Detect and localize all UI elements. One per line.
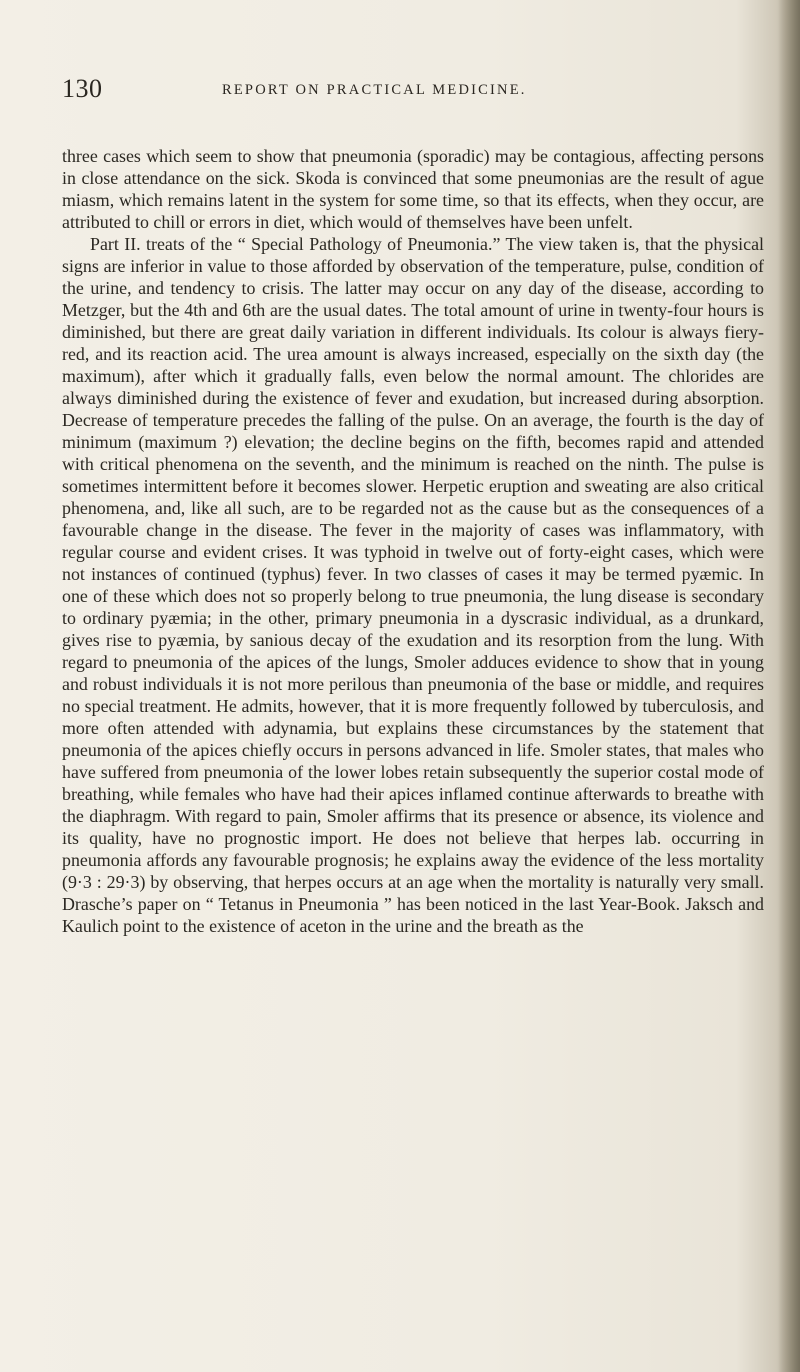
running-head: REPORT ON PRACTICAL MEDICINE.	[222, 82, 527, 98]
paragraph-2: Part II. treats of the “ Special Pathology of Pneumonia.” The view taken is, that the physical signs are inferior in value to those afforded by observation of the temperature, pulse, condition of the urine, and tendency to crisis. The latter may occur on any day of the disease, according to Metzger, but the 4th and 6th are the usual dates. The total amount of urine in twenty-four hours is diminished, but there are great daily variation in different individuals. Its colour is always fiery-red, and its reaction acid. The urea amount is always increased, especially on the sixth day (the maximum), after which it gradually falls, even below the normal amount. The chlorides are always diminished during the existence of fever and exudation, but increased during absorption. Decrease of temperature precedes the falling of the pulse. On an average, the fourth is the day of minimum (maximum ?) elevation; the decline begins on the fifth, becomes rapid and attended with critical phenomena on the seventh, and the minimum is reached on the ninth. The pulse is sometimes intermittent before it becomes slower. Herpetic eruption and sweating are also critical phenomena, and, like all such, are to be regarded not as the cause but as the consequences of a favourable change in the disease. The fever in the majority of cases was inflammatory, with regular course and evident crises. It was typhoid in twelve out of forty-eight cases, which were not instances of continued (typhus) fever. In two classes of cases it may be termed pyæmic. In one of these which does not so properly belong to true pneumonia, the lung disease is secondary to ordinary pyæmia; in the other, primary pneumonia in a dyscrasic individual, as a drunkard, gives rise to pyæmia, by sanious decay of the exudation and its resorption from the lung. With regard to pneumonia of the apices of the lungs, Smoler adduces evidence to show that in young and robust individuals it is not more perilous than pneumonia of the base or middle, and requires no special treatment. He admits, however, that it is more frequently followed by tuberculosis, and more often attended with adynamia, but explains these circumstances by the statement that pneumonia of the apices chiefly occurs in persons advanced in life. Smoler states, that males who have suffered from pneumonia of the lower lobes retain subsequently the superior costal mode of breathing, while females who have had their apices inflamed continue afterwards to breathe with the diaphragm. With regard to pain, Smoler affirms that its presence or absence, its violence and its quality, have no prognostic import. He does not believe that herpes lab. occurring in pneumonia affords any favourable prognosis; he explains away the evidence of the less mortality (9·3 : 29·3) by observing, that herpes occurs at an age when the mortality is naturally very small. Drasche’s paper on “ Tetanus in Pneumonia ” has been noticed in the last Year-Book. Jaksch and Kaulich point to the existence of aceton in the urine and the breath as the	[62, 234, 764, 936]
body-text	[62, 145, 764, 937]
page-header	[62, 74, 762, 104]
page-number: 130	[62, 74, 103, 103]
page-edge-shadow	[778, 0, 800, 1372]
paragraph-1: three cases which seem to show that pneumonia (sporadic) may be contagious, affecting persons in close attendance on the sick. Skoda is convinced that some pneumonias are the result of ague miasm, which remains latent in the system for some time, so that its effects, when they occur, are attributed to chill or errors in diet, which would of themselves have been unfelt.	[62, 146, 764, 232]
